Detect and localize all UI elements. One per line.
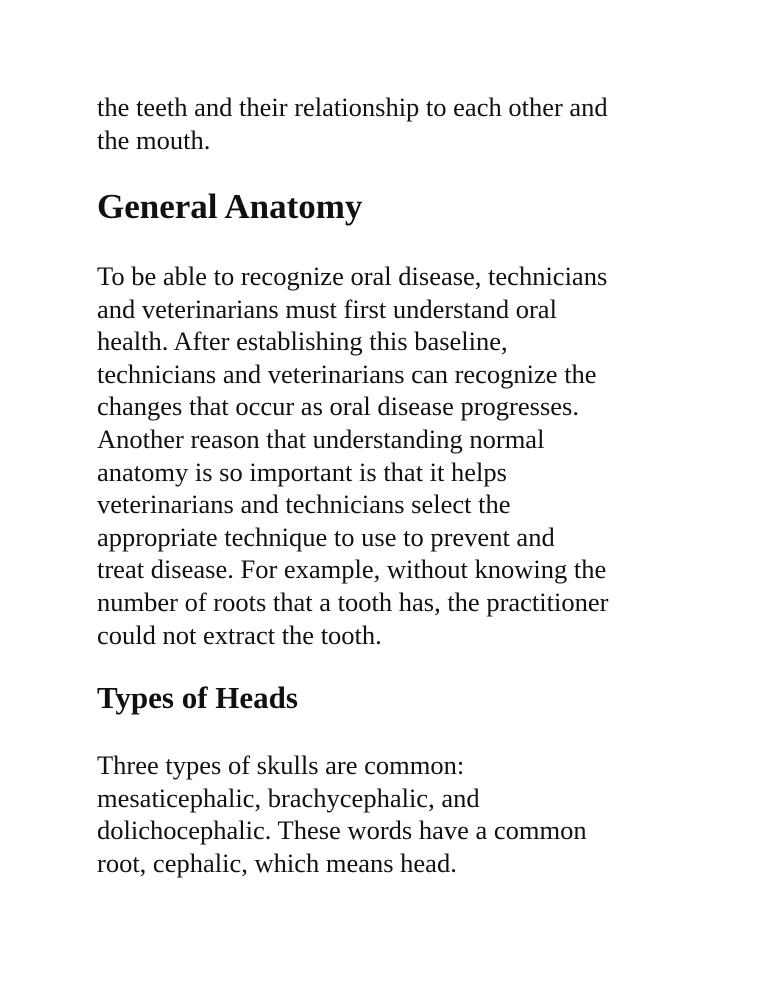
- text-line: the teeth and their relationship to each other and: [97, 92, 608, 122]
- text-line: root, cephalic, which means head.: [97, 847, 457, 878]
- text-line: Three types of skulls are common:: [97, 750, 465, 780]
- section-heading-general-anatomy: General Anatomy: [97, 187, 363, 226]
- types-of-heads-paragraph: [97, 749, 697, 879]
- text-line: and veterinarians must first understand oral: [97, 293, 557, 324]
- text-line: health. After establishing this baseline,: [97, 326, 508, 357]
- text-line: Another reason that understanding normal: [97, 423, 545, 454]
- text-line: appropriate technique to use to prevent and: [97, 521, 555, 552]
- text-line: technicians and veterinarians can recognize the: [97, 358, 597, 389]
- section-heading-types-of-heads: Types of Heads: [97, 680, 298, 715]
- text-line: dolichocephalic. These words have a common: [97, 815, 587, 846]
- text-line: veterinarians and technicians select the: [97, 489, 511, 520]
- text-line: anatomy is so important is that it helps: [97, 456, 507, 487]
- text-line: To be able to recognize oral disease, technicians: [97, 261, 608, 291]
- text-line: treat disease. For example, without knowing the: [97, 554, 607, 585]
- text-line: number of roots that a tooth has, the practitioner: [97, 586, 609, 617]
- text-line: the mouth.: [97, 124, 211, 155]
- text-line: could not extract the tooth.: [97, 619, 382, 650]
- text-line: changes that occur as oral disease progresses.: [97, 391, 579, 422]
- intro-paragraph: [97, 91, 697, 156]
- text-line: mesaticephalic, brachycephalic, and: [97, 782, 480, 813]
- general-anatomy-paragraph: [97, 260, 697, 651]
